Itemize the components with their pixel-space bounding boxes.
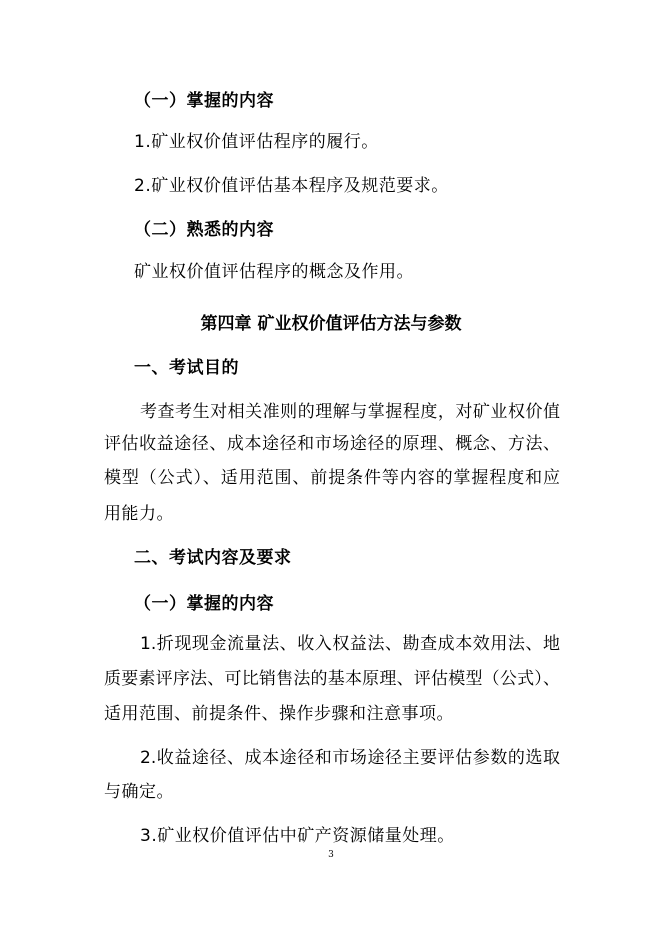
paragraph-line: 用能力。 (104, 504, 174, 524)
chapter-title: 第四章 矿业权价值评估方法与参数 (200, 314, 462, 334)
paragraph-line: 模型（公式）、适用范围、前提条件等内容的掌握程度和应 (104, 468, 560, 488)
list-item: 矿业权价值评估程序的概念及作用。 (134, 262, 414, 282)
paragraph-line: 适用范围、前提条件、操作步骤和注意事项。 (104, 704, 454, 724)
list-item: 2.矿业权价值评估基本程序及规范要求。 (134, 176, 449, 196)
page-number: 3 (328, 850, 334, 860)
list-item: 1.矿业权价值评估程序的履行。 (134, 132, 379, 152)
paragraph-line: 1.折现现金流量法、收入权益法、勘查成本效用法、地 (140, 634, 560, 654)
paragraph-line: 与确定。 (104, 782, 174, 802)
paragraph-line: 评估收益途径、成本途径和市场途径的原理、概念、方法、 (104, 434, 560, 454)
section-heading-familiar: （二）熟悉的内容 (134, 220, 274, 240)
section-heading-master: （一）掌握的内容 (134, 594, 274, 614)
paragraph-line: 质要素评序法、可比销售法的基本原理、评估模型（公式）、 (104, 669, 560, 689)
purpose-heading: 一、考试目的 (134, 358, 239, 378)
paragraph-line: 考查考生对相关准则的理解与掌握程度，对矿业权价值 (140, 402, 560, 422)
paragraph-line: 2.收益途径、成本途径和市场途径主要评估参数的选取 (140, 748, 560, 768)
requirements-heading: 二、考试内容及要求 (134, 548, 292, 568)
section-heading-master: （一）掌握的内容 (134, 91, 274, 111)
list-item: 3.矿业权价值评估中矿产资源储量处理。 (140, 826, 455, 846)
